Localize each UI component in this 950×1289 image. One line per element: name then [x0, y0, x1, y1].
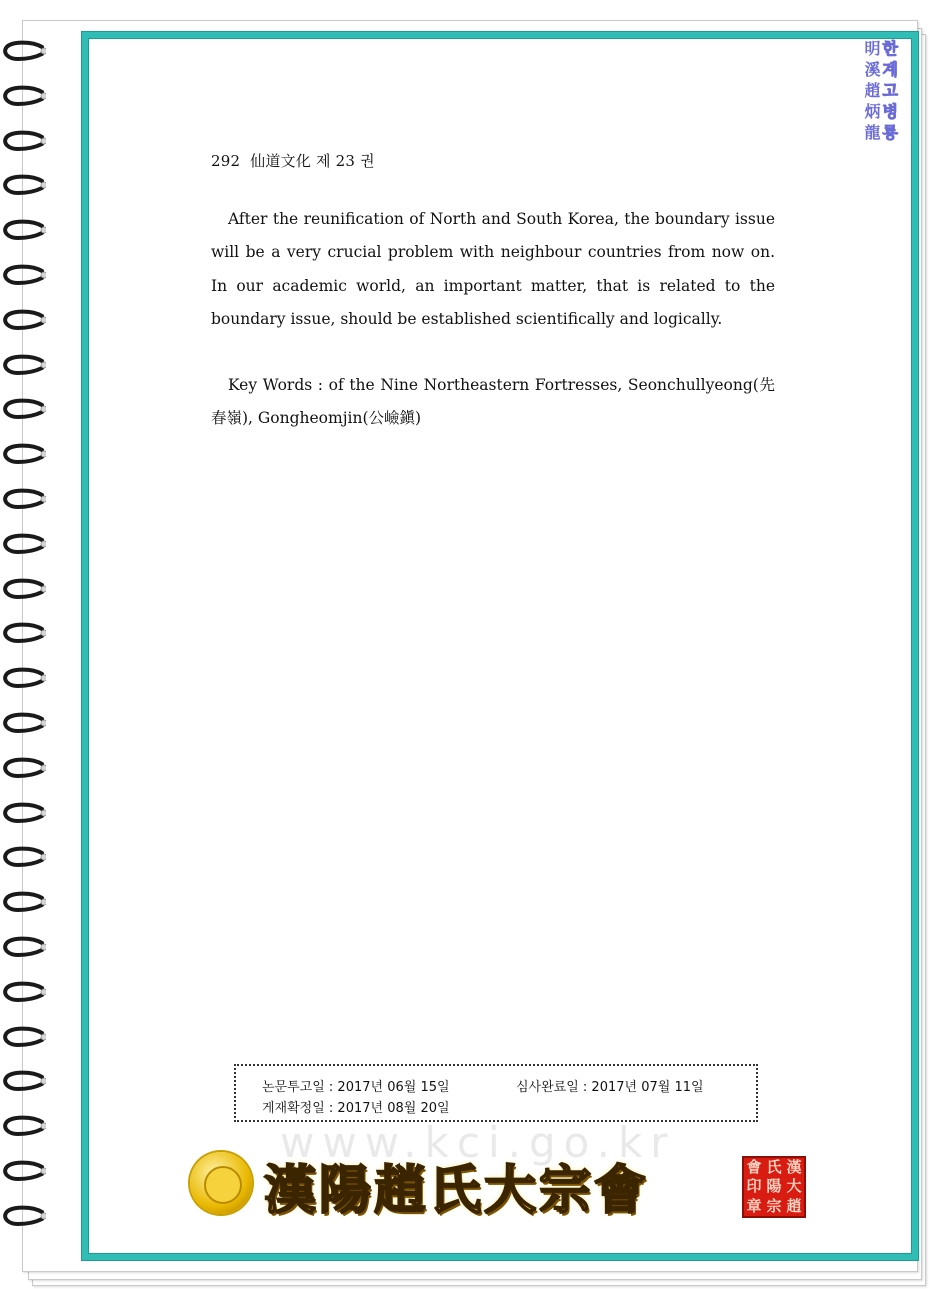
- journal-name: 仙道文化: [250, 152, 311, 170]
- spiral-ring-icon: [2, 174, 46, 196]
- stamp-column-hanja: [864, 38, 881, 142]
- spiral-ring-icon: [2, 40, 46, 62]
- society-logo: [188, 1144, 808, 1224]
- spiral-ring-icon: [2, 354, 46, 376]
- seal-char: 印: [746, 1177, 762, 1196]
- stamp-column-hangul: [882, 38, 898, 142]
- stamp-char: 고: [882, 81, 898, 100]
- spiral-ring-icon: [2, 488, 46, 510]
- spiral-ring-icon: [2, 802, 46, 824]
- watermark-text: www.kci.go.kr: [280, 1118, 676, 1167]
- spiral-ring-icon: [2, 757, 46, 779]
- spiral-ring-icon: [2, 981, 46, 1003]
- stamp-char: 溪: [864, 60, 881, 79]
- abstract-paragraph: After the reunification of North and South Korea, the boundary issue will be a very crucial problem with neighbour countries from now on. In our academic world, an important matter, that is related to the boundary issue, should be established scientifically and logically.: [211, 210, 775, 328]
- spiral-ring-icon: [2, 1160, 46, 1182]
- seal-char: 漢: [786, 1158, 802, 1176]
- page-header: [211, 150, 375, 171]
- spiral-ring-icon: [2, 85, 46, 107]
- spiral-ring-icon: [2, 846, 46, 868]
- stamp-char: 炳: [864, 102, 881, 121]
- author-stamp: [846, 38, 898, 142]
- spiral-ring-icon: [2, 443, 46, 465]
- stamp-char: 龍: [864, 123, 881, 142]
- spiral-ring-icon: [2, 264, 46, 286]
- spiral-ring-icon: [2, 533, 46, 555]
- volume-label: 제 23 권: [315, 152, 375, 170]
- emblem-icon: [190, 1152, 252, 1214]
- spiral-ring-icon: [2, 622, 46, 644]
- seal-char: 氏: [766, 1158, 782, 1176]
- stamp-char: 한: [882, 39, 898, 58]
- stamp-char: 병: [882, 102, 898, 121]
- spiral-ring-icon: [2, 1070, 46, 1092]
- keywords-paragraph: Key Words : of the Nine Northeastern Fortresses, Seonchullyeong(先春嶺), Gongheomjin(公嶮鎭): [211, 376, 775, 428]
- accepted-date: 게재확정일 : 2017년 08월 20일: [262, 1101, 450, 1116]
- spiral-ring-icon: [2, 578, 46, 600]
- page-number: 292: [211, 152, 241, 170]
- spiral-ring-icon: [2, 1026, 46, 1048]
- seal-char: 陽: [766, 1177, 782, 1196]
- spiral-ring-icon: [2, 219, 46, 241]
- spiral-ring-icon: [2, 667, 46, 689]
- seal-char: 趙: [786, 1196, 802, 1215]
- spiral-ring-icon: [2, 1115, 46, 1137]
- reviewed-date: 심사완료일 : 2017년 07월 11일: [516, 1080, 704, 1095]
- spiral-binding: [0, 40, 60, 1240]
- spiral-ring-icon: [2, 936, 46, 958]
- stamp-char: 明: [864, 39, 881, 58]
- spiral-ring-icon: [2, 309, 46, 331]
- seal-char: 章: [746, 1196, 762, 1215]
- seal-char: 大: [786, 1177, 802, 1196]
- stamp-char: 룡: [882, 123, 898, 142]
- spiral-ring-icon: [2, 130, 46, 152]
- seal-char: 宗: [766, 1196, 782, 1215]
- spiral-ring-icon: [2, 1205, 46, 1227]
- spiral-ring-icon: [2, 891, 46, 913]
- seal-char: 會: [746, 1158, 762, 1176]
- stamp-char: 계: [882, 60, 898, 79]
- stamp-char: 趙: [864, 81, 881, 100]
- society-name: 漢陽趙氏大宗會: [264, 1160, 650, 1221]
- submitted-date: 논문투고일 : 2017년 06월 15일: [262, 1080, 450, 1095]
- spiral-ring-icon: [2, 712, 46, 734]
- spiral-ring-icon: [2, 398, 46, 420]
- dates-box: [234, 1064, 758, 1122]
- red-seal: [742, 1156, 806, 1218]
